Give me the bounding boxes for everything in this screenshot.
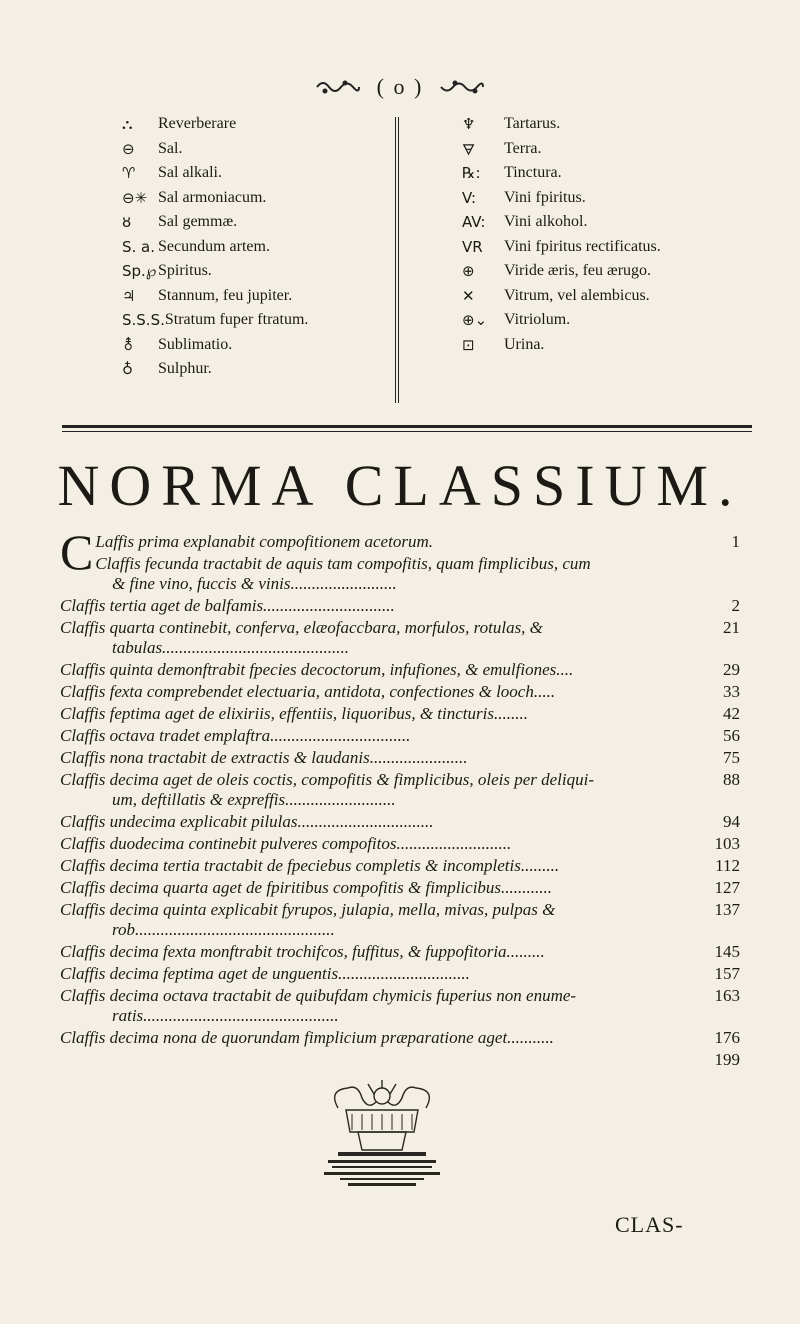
alcohol-symbol-icon: AV: <box>462 213 486 232</box>
symbol-row <box>462 333 762 358</box>
class-entry <box>60 856 740 876</box>
rock-salt-symbol-icon: ȣ <box>122 213 132 232</box>
entry-text: Claffis nona tractabit de extractis & laudanis....................... <box>60 748 468 767</box>
page-reference: 112 <box>715 856 740 875</box>
class-entry <box>60 834 740 854</box>
symbol-meaning: Reverberare <box>158 115 237 133</box>
symbol-meaning: Vitriolum. <box>504 311 571 329</box>
tin-symbol-icon: ♃ <box>122 286 136 305</box>
catchword: CLAS- <box>615 1212 684 1237</box>
entry-text: Claffis decima quarta aget de fpiritibus compofitis & fimplicibus............ <box>60 878 553 897</box>
earth-symbol-icon: 🜃 <box>462 141 476 160</box>
symbol-row <box>122 333 382 358</box>
entry-text: Claffis feptima aget de elixiriis, effentiis, liquoribus, & tincturis........ <box>60 704 528 723</box>
symbol-meaning: Sublimatio. <box>158 335 233 353</box>
right-ornament-icon <box>439 78 485 96</box>
sublimation-symbol-icon: ⚨ <box>122 335 135 354</box>
symbol-meaning: Tartarus. <box>504 115 561 133</box>
symbol-row <box>462 210 762 235</box>
symbol-row <box>122 235 382 260</box>
rectified-spirit-symbol-icon: VR <box>462 237 483 256</box>
entry-continuation: & fine vino, fuccis & vinis......................... <box>112 574 397 593</box>
symbol-row <box>122 357 382 382</box>
entry-text: Claffis decima aget de oleis coctis, compofitis & fimplicibus, oleis per deliqui- <box>60 770 595 789</box>
class-entry <box>60 964 740 984</box>
entry-text: Claffis fexta comprebendet electuaria, antidota, confectiones & looch..... <box>60 682 556 701</box>
column-divider <box>395 117 399 403</box>
symbol-row <box>462 137 762 162</box>
symbol-row <box>122 161 382 186</box>
salt-symbol-icon: ⊖ <box>122 139 135 158</box>
drop-cap: C <box>60 524 94 580</box>
class-entry <box>60 770 740 810</box>
class-entry <box>60 748 740 768</box>
class-entry <box>60 986 740 1026</box>
page-reference: 1 <box>731 532 740 551</box>
section-rule-thin <box>62 431 752 432</box>
left-ornament-icon <box>315 78 361 96</box>
page-reference: 33 <box>723 682 740 701</box>
page-reference: 2 <box>731 596 740 615</box>
symbol-row <box>462 186 762 211</box>
class-entry <box>60 1050 740 1070</box>
class-entry <box>60 682 740 702</box>
section-rule-thick <box>62 425 752 428</box>
symbol-row <box>462 112 762 137</box>
page-reference: 21 <box>723 618 740 637</box>
symbol-meaning: Vini alkohol. <box>504 213 588 231</box>
class-entry <box>60 878 740 898</box>
symbol-meaning: Vini fpiritus. <box>504 188 586 206</box>
entry-continuation: um, deftillatis & expreffis.......................... <box>112 790 396 809</box>
entry-text: Claffis quarta continebit, conferva, elæofaccbara, morfulos, rotulas, & <box>60 618 543 637</box>
class-entry <box>60 726 740 746</box>
symbol-meaning: Vini fpiritus rectificatus. <box>504 237 661 255</box>
symbol-meaning: Tinctura. <box>504 164 562 182</box>
spirit-symbol-icon: Sp.℘ <box>122 262 157 281</box>
page-number: ( o ) <box>376 73 424 99</box>
symbol-row <box>122 186 382 211</box>
symbol-row <box>122 112 382 137</box>
sal-ammoniac-symbol-icon: ⊖✳ <box>122 188 148 207</box>
entry-text: Claffis decima fexta monftrabit trochifcos, fuffitus, & fuppofitoria......... <box>60 942 545 961</box>
symbol-meaning: Vitrum, vel alembicus. <box>504 286 650 304</box>
glass-symbol-icon: ✕ <box>462 286 475 305</box>
page-reference: 137 <box>714 900 740 919</box>
entry-text: Claffis decima nona de quorundam fimplicium præparatione aget........... <box>60 1028 554 1047</box>
coat-of-arms-vignette-icon <box>318 1080 446 1190</box>
symbol-meaning: Sal alkali. <box>158 164 222 182</box>
page-reference: 157 <box>714 964 740 983</box>
entry-text: Claffis quinta demonftrabit fpecies decoctorum, infufiones, & emulfiones.... <box>60 660 574 679</box>
entry-continuation: rob............................................... <box>112 920 335 939</box>
page-reference: 199 <box>714 1050 740 1069</box>
class-index <box>60 524 740 1072</box>
symbol-row <box>122 284 382 309</box>
symbol-meaning: Spiritus. <box>158 262 212 280</box>
entry-text: Claffis decima octava tractabit de quibufdam chymicis fuperius non enume- <box>60 986 577 1005</box>
symbol-row <box>462 308 762 333</box>
symbol-meaning: Terra. <box>504 139 542 157</box>
page-reference: 42 <box>723 704 740 723</box>
symbol-list-right <box>462 112 762 357</box>
page-reference: 103 <box>714 834 740 853</box>
class-entry <box>60 660 740 680</box>
symbol-meaning: Sal. <box>158 139 183 157</box>
symbol-meaning: Viride æris, feu ærugo. <box>504 262 652 280</box>
symbol-meaning: Stratum fuper ftratum. <box>164 311 309 329</box>
verdigris-symbol-icon: ⊕ <box>462 262 475 281</box>
page-reference: 94 <box>723 812 740 831</box>
symbol-meaning: Sal armoniacum. <box>158 188 267 206</box>
page-reference: 127 <box>714 878 740 897</box>
section-title: NORMA CLASSIUM. <box>57 453 743 518</box>
symbol-meaning: Sulphur. <box>158 360 212 378</box>
entry-text: Claffis undecima explicabit pilulas................................ <box>60 812 434 831</box>
symbol-meaning: Stannum, feu jupiter. <box>158 286 293 304</box>
symbol-meaning: Sal gemmæ. <box>158 213 238 231</box>
page-reference: 56 <box>723 726 740 745</box>
class-entry <box>60 704 740 724</box>
symbol-row <box>122 210 382 235</box>
class-entry <box>60 554 740 594</box>
entry-text: Claffis decima tertia tractabit de fpeciebus completis & incompletis......... <box>60 856 560 875</box>
alkali-symbol-icon: ♈ <box>122 164 136 183</box>
spirit-of-wine-symbol-icon: V: <box>462 188 477 207</box>
class-entry <box>60 900 740 940</box>
urine-symbol-icon: ⊡ <box>462 335 475 354</box>
entry-text: Claffis tertia aget de balfamis............................... <box>60 596 395 615</box>
entry-continuation: ratis.............................................. <box>112 1006 339 1025</box>
page-reference: 29 <box>723 660 740 679</box>
class-entry <box>60 812 740 832</box>
entry-text: Laffis prima explanabit compofitionem acetorum. <box>95 532 433 551</box>
page-header <box>0 72 800 100</box>
page-reference: 75 <box>723 748 740 767</box>
page-reference: 176 <box>714 1028 740 1047</box>
class-entry <box>60 1028 740 1048</box>
entry-text: Claffis duodecima continebit pulveres compofitos........................... <box>60 834 512 853</box>
abbreviation: S.S.S. <box>122 311 165 330</box>
class-entry <box>60 942 740 962</box>
symbol-meaning: Urina. <box>504 335 545 353</box>
symbol-row <box>462 235 762 260</box>
page-reference: 145 <box>714 942 740 961</box>
tincture-symbol-icon: ℞: <box>462 164 481 183</box>
symbol-row <box>122 308 382 333</box>
reverberatory-symbol-icon: ⛬ <box>122 115 133 134</box>
abbreviation: S. a. <box>122 237 156 256</box>
symbol-row <box>122 137 382 162</box>
symbol-list-left <box>122 112 382 382</box>
page-reference: 88 <box>723 770 740 789</box>
symbol-meaning: Secundum artem. <box>158 237 270 255</box>
sulphur-symbol-icon: ♁ <box>122 360 133 379</box>
symbol-row <box>462 284 762 309</box>
entry-text: Claffis fecunda tractabit de aquis tam compofitis, quam fimplicibus, cum <box>95 554 591 573</box>
entry-text: Claffis octava tradet emplaftra................................. <box>60 726 411 745</box>
page-reference: 163 <box>714 986 740 1005</box>
symbol-row <box>462 259 762 284</box>
entry-continuation: tabulas............................................ <box>112 638 350 657</box>
symbol-row <box>462 161 762 186</box>
entry-text: Claffis decima quinta explicabit fyrupos, julapia, mella, mivas, pulpas & <box>60 900 556 919</box>
symbol-row <box>122 259 382 284</box>
class-entry <box>60 596 740 616</box>
entry-text: Claffis decima feptima aget de unguentis............................... <box>60 964 470 983</box>
tartar-symbol-icon: ♆ <box>462 115 476 134</box>
class-entry <box>60 618 740 658</box>
vitriol-symbol-icon: ⊕⌄ <box>462 311 488 330</box>
